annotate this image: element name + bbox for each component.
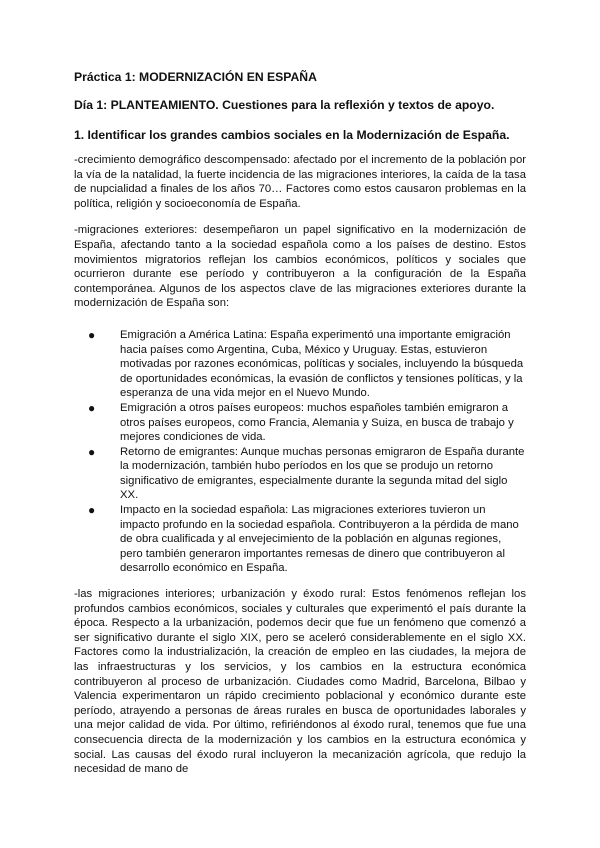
- paragraph-internal-migration: -las migraciones interiores; urbanización y éxodo rural: Estos fenómenos reflejan los profundos cambios económicos, sociales y culturales que experimentó el país durante la época. Respecto a la urbanización, podemos decir que fue un fenómeno que comenzó a ser significativo durante el siglo XIX, pero se aceleró considerablemente en el siglo XX. Factores como la industrialización, la creación de empleo en las ciudades, la mejora de las infraestructuras y los servicios, y los cambios en la estructura económica contribuyeron al proceso de urbanización. Ciudades como Madrid, Barcelona, Bilbao y Valencia experimentaron un rápido crecimiento poblacional y económico durante este período, atrayendo a personas de áreas rurales en busca de oportunidades laborales y una mejor calidad de vida. Por último, refiriéndonos al éxodo rural, tenemos que fue una consecuencia directa de la modernización y los cambios en la estructura económica y social. Las causas del éxodo rural incluyeron la mecanización agrícola, que redujo la necesidad de mano de: [74, 588, 526, 776]
- list-item-text: Retorno de emigrantes: Aunque muchas personas emigraron de España durante la modernización, también hubo períodos en los que se produjo un retorno significativo de emigrantes, especialmente durante la segunda mitad del siglo XX.: [120, 445, 525, 502]
- list-item-text: Emigración a América Latina: España experimentó una importante emigración hacia países como Argentina, Cuba, México y Uruguay. Estas, estuvieron motivadas por razones económicas, políticas y sociales, incluyendo la búsqueda de oportunidades económicas, la evasión de conflictos y tensiones políticas, y la esperanza de una vida mejor en el Nuevo Mundo.: [120, 328, 524, 400]
- migration-bullet-list: [74, 328, 526, 576]
- document-content: [74, 58, 526, 777]
- bullet-icon: ●: [88, 327, 96, 342]
- bullet-icon: ●: [88, 503, 96, 518]
- bullet-icon: ●: [88, 444, 96, 459]
- paragraph-demographic: -crecimiento demográfico descompensado: afectado por el incremento de la población por la vía de la natalidad, la fuerte incidencia de las migraciones interiores, la caída de la tasa de nupcialidad a finales de los años 70… Factores como estos causaron problemas en la política, religión y socioeconomía de España.: [74, 154, 526, 210]
- list-item: [74, 445, 526, 503]
- list-item: [74, 328, 526, 401]
- list-item-text: Emigración a otros países europeos: muchos españoles también emigraron a otros países europeos, como Francia, Alemania y Suiza, en busca de trabajo y mejores condiciones de vida.: [120, 401, 514, 444]
- list-item-text: Impacto en la sociedad española: Las migraciones exteriores tuvieron un impacto profundo en la sociedad española. Contribuyeron a la pérdida de mano de obra cualificada y al envejecimiento de la población en algunas regiones, pero también generaron importantes remesas de dinero que contribuyeron al desarrollo económico en España.: [120, 504, 519, 575]
- list-item: [74, 401, 526, 445]
- practice-title: Práctica 1: MODERNIZACIÓN EN ESPAÑA: [74, 70, 317, 84]
- day-title: Día 1: PLANTEAMIENTO. Cuestiones para la reflexión y textos de apoyo.: [74, 98, 495, 112]
- list-item: [74, 503, 526, 576]
- question-title: 1. Identificar los grandes cambios sociales en la Modernización de España.: [74, 128, 510, 142]
- paragraph-external-migration: -migraciones exteriores: desempeñaron un papel significativo en la modernización de España, afectando tanto a la sociedad española como a los países de destino. Estos movimientos migratorios reflejan los cambios económicos, políticos y sociales que ocurrieron durante ese período y contribuyeron a la configuración de la España contemporánea. Algunos de los aspectos clave de las migraciones exteriores durante la modernización de España son:: [74, 224, 526, 310]
- bullet-icon: ●: [88, 400, 96, 415]
